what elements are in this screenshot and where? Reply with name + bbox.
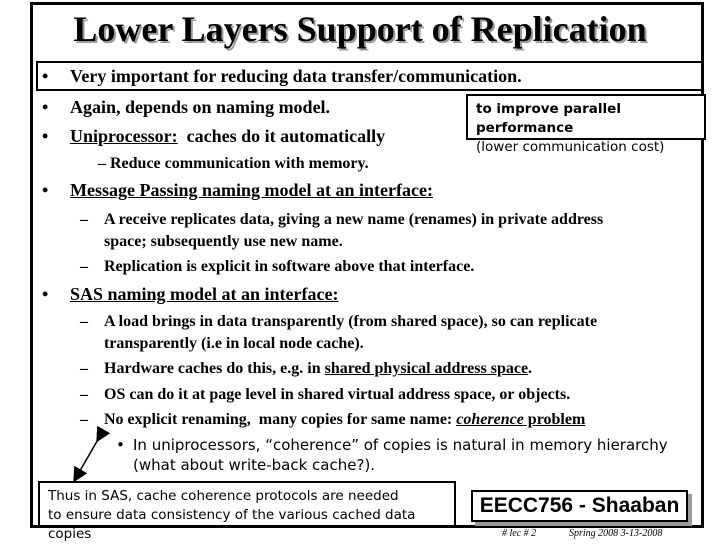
- callout-line: (lower communication cost): [476, 139, 665, 155]
- callout-line: to ensure data consistency of the various cached data copies: [48, 507, 416, 542]
- uniprocessor-coherence-line2: (what about write-back cache?).: [133, 456, 376, 474]
- problem-word: problem: [523, 411, 586, 428]
- shared-physical-address-space: shared physical address space: [324, 360, 529, 377]
- message-passing-heading: Message Passing naming model at an interface:: [70, 180, 433, 200]
- mp-item-receive-line1: A receive replicates data, giving a new name (renames) in private address: [104, 211, 604, 228]
- slide-title: Lower Layers Support of Replication: [73, 9, 647, 49]
- renaming-text: No explicit renaming, many copies for same name:: [104, 411, 457, 428]
- bullet-naming-model: Again, depends on naming model.: [70, 97, 331, 117]
- sas-item-os: OS can do it at page level in shared virtual address space, or objects.: [104, 386, 571, 403]
- mp-item-explicit: Replication is explicit in software above that interface.: [104, 258, 475, 275]
- course-badge: EECC756 - Shaaban: [471, 490, 688, 522]
- sas-heading: SAS naming model at an interface:: [70, 284, 339, 304]
- uniprocessor-coherence-line1: In uniprocessors, “coherence” of copies is natural in memory hierarchy: [133, 436, 668, 454]
- dash: –: [80, 386, 88, 403]
- bullet-marker: •: [42, 97, 49, 117]
- dash: –: [80, 313, 88, 330]
- dash: –: [80, 258, 88, 275]
- uniprocessor-subitem: – Reduce communication with memory.: [98, 155, 369, 172]
- sas-hw-period: .: [528, 360, 533, 377]
- sas-item-load-line1: A load brings in data transparently (from shared space), so can replicate: [104, 313, 598, 330]
- dash: –: [80, 211, 88, 228]
- bullet-reducing-transfer: Very important for reducing data transfer/communication.: [70, 66, 522, 86]
- sas-hw-text: Hardware caches do this, e.g. in: [104, 360, 325, 377]
- bullet-marker: •: [42, 66, 49, 86]
- bullet-marker: •: [42, 126, 49, 146]
- mp-item-receive-line2: space; subsequently use new name.: [104, 233, 343, 250]
- sas-item-load-line2: transparently (i.e in local node cache).: [104, 335, 364, 352]
- dash: –: [80, 360, 88, 377]
- uniprocessor-text: caches do it automatically: [177, 126, 386, 146]
- callout-line: Thus in SAS, cache coherence protocols are needed: [48, 488, 399, 504]
- lecture-date: Spring 2008 3-13-2008: [569, 528, 663, 539]
- bullet-marker: •: [116, 436, 125, 454]
- bullet-marker: •: [42, 180, 49, 200]
- dash: –: [80, 411, 88, 428]
- bullet-marker: •: [42, 284, 49, 304]
- coherence-word: coherence: [456, 411, 524, 428]
- callout-line: to improve parallel performance: [476, 101, 621, 136]
- lecture-number: # lec # 2: [502, 528, 537, 539]
- uniprocessor-label: Uniprocessor:: [70, 126, 178, 146]
